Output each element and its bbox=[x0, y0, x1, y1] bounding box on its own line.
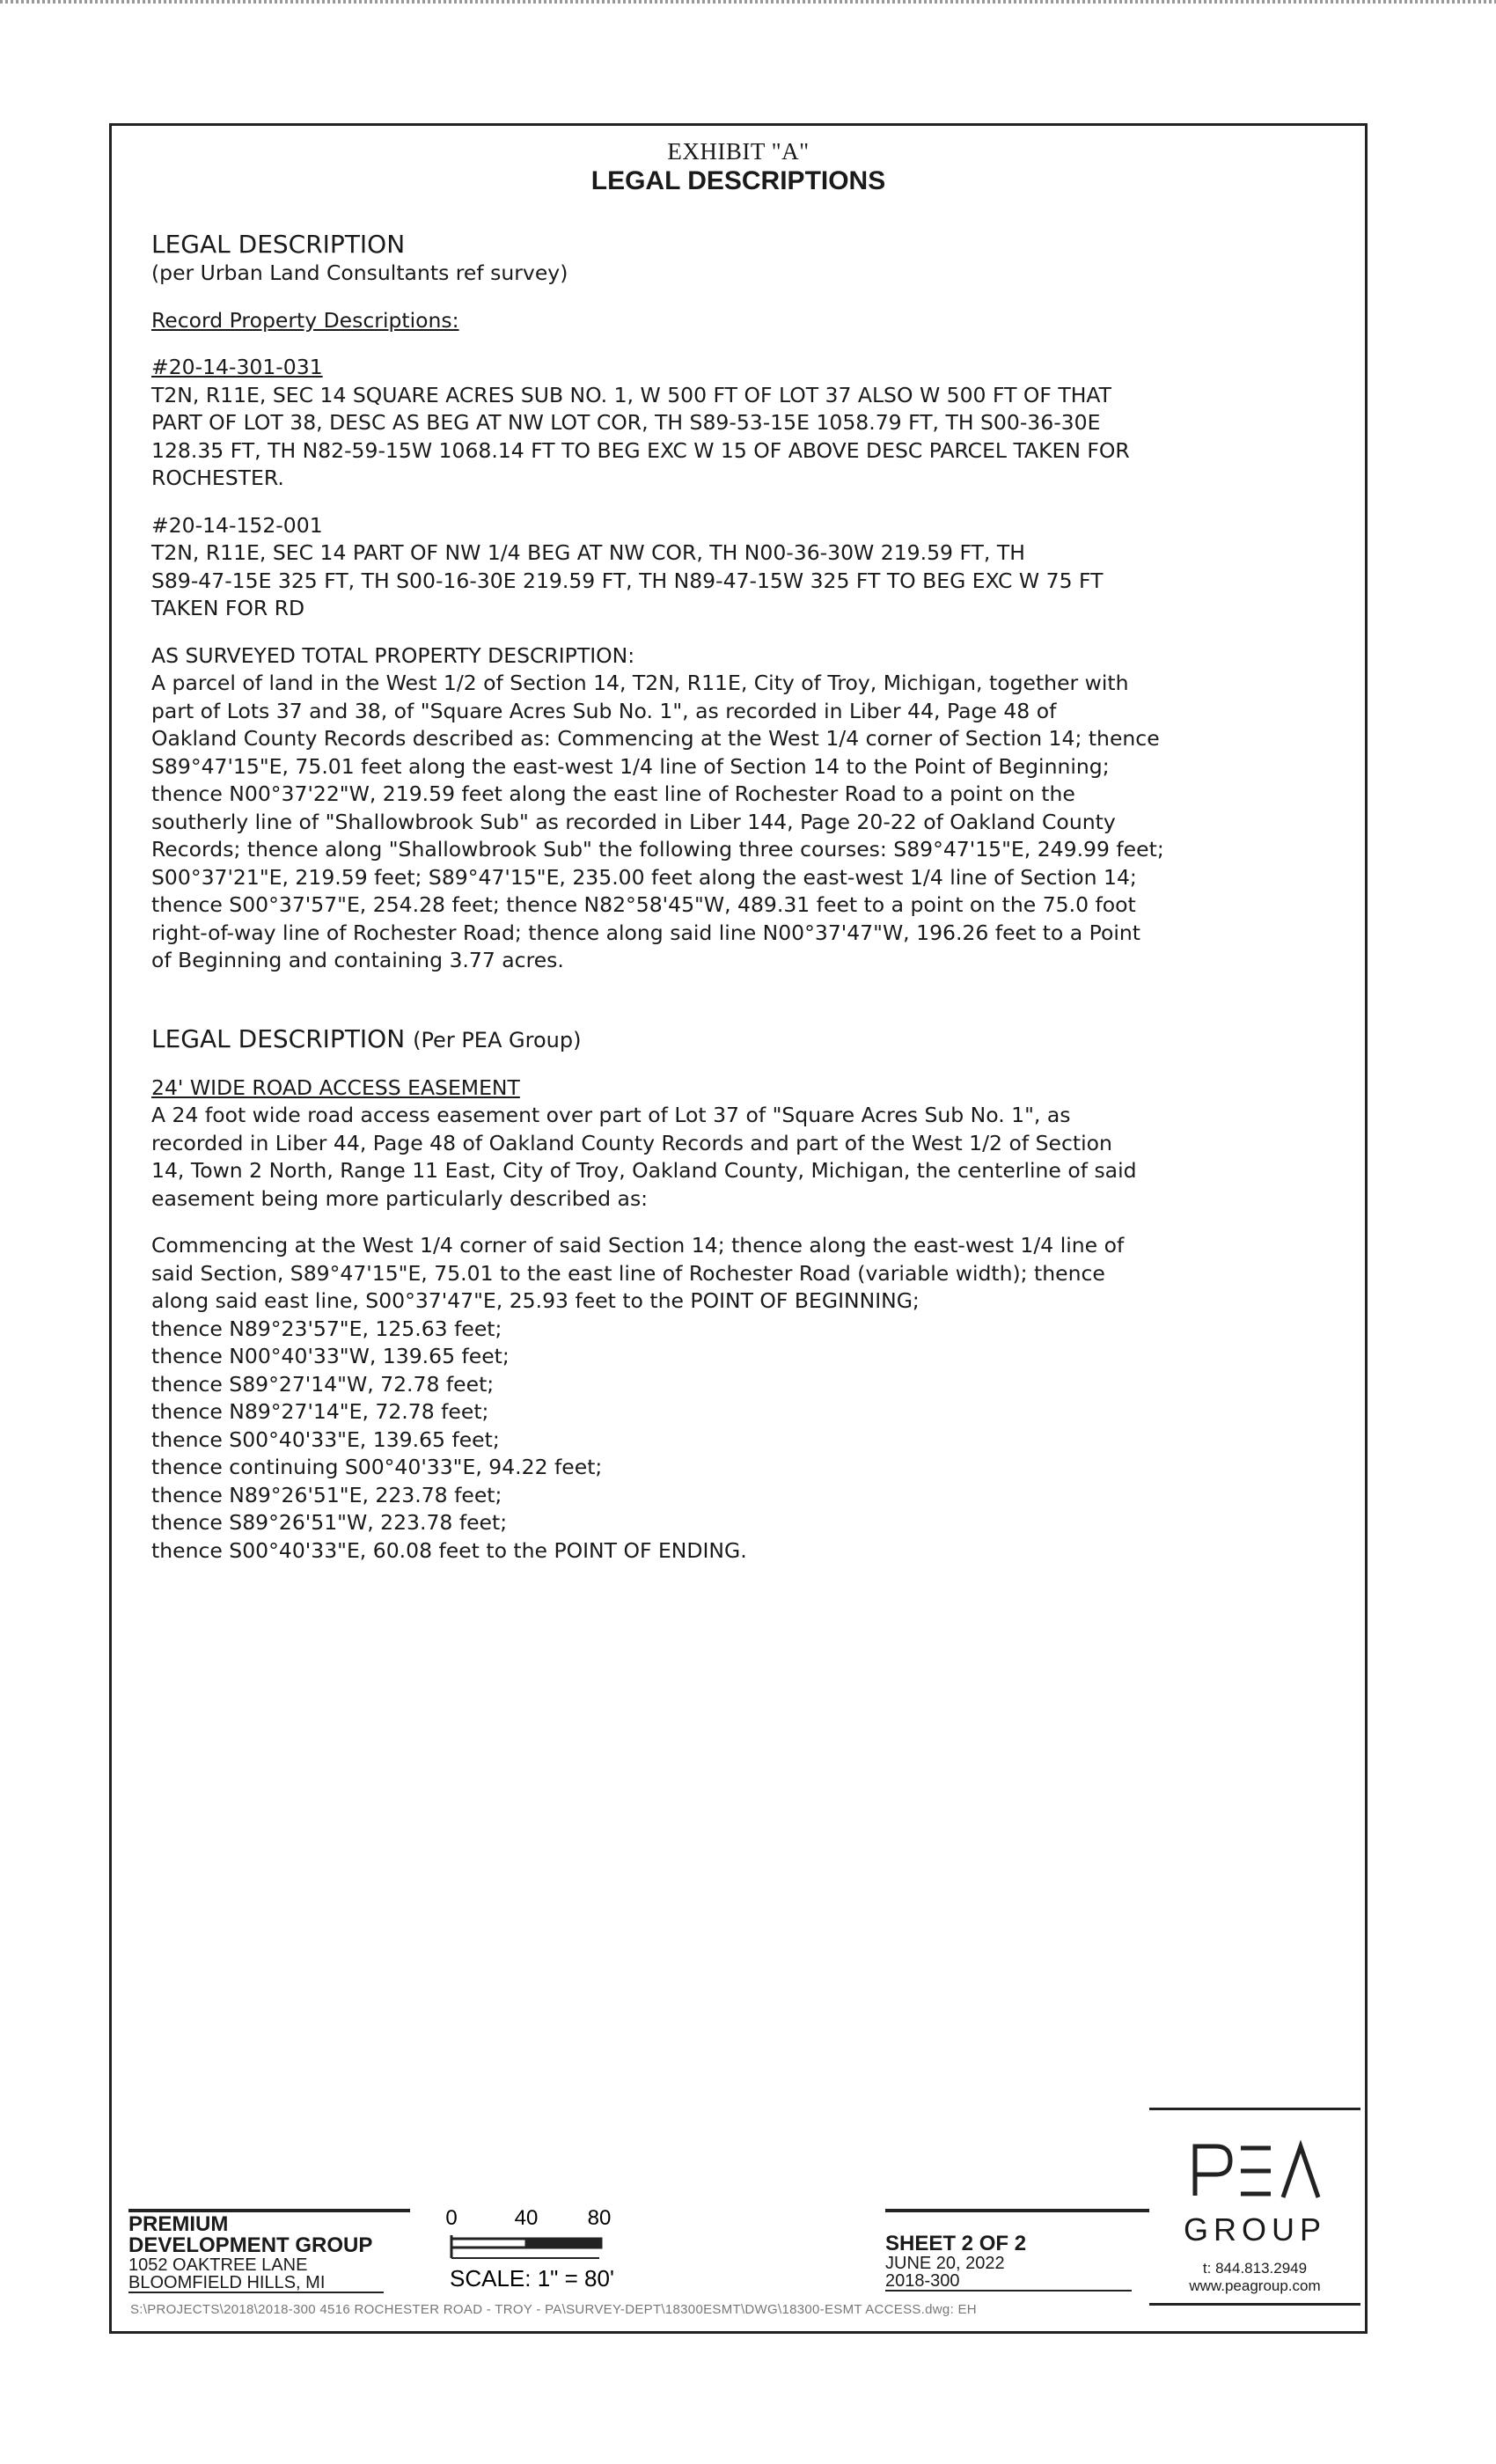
scale-bar-segment-dark bbox=[526, 2239, 601, 2248]
title-block bbox=[128, 2206, 1360, 2314]
record-descriptions-heading: Record Property Descriptions: bbox=[151, 307, 459, 333]
parcel1-id: #20-14-301-031 bbox=[151, 355, 323, 379]
course-line: thence N89°23'57"E, 125.63 feet; bbox=[151, 1316, 502, 1341]
client-block bbox=[128, 2209, 410, 2293]
exhibit-label: EXHIBIT "A" bbox=[667, 138, 810, 165]
commencing-description: Commencing at the West 1/4 corner of said Section 14; thence along the east-west 1/4 line of said Section, S89°47'15"E, 75.01 to the east line of Rochester Road (variable width); thence along said east line, S00°37'47"E, 25.93 feet to the POINT OF BEGINNING; bbox=[151, 1233, 1125, 1313]
scale-tick-label: 40 bbox=[514, 2206, 539, 2230]
page-title: LEGAL DESCRIPTIONS bbox=[590, 166, 886, 195]
section1-heading: LEGAL DESCRIPTION bbox=[151, 230, 406, 259]
pea-logo-mark bbox=[1149, 2134, 1360, 2204]
scale-label: SCALE: 1" = 80' bbox=[450, 2265, 614, 2292]
client-address-line1: 1052 OAKTREE LANE bbox=[128, 2255, 308, 2275]
sheet-date: JUNE 20, 2022 bbox=[885, 2254, 1005, 2273]
course-line: thence S00°40'33"E, 60.08 feet to the POINT OF ENDING. bbox=[151, 1537, 747, 1563]
parcel2-id: #20-14-152-001 bbox=[151, 512, 323, 538]
pea-group-logo bbox=[1149, 2108, 1360, 2319]
course-line: thence S89°26'51"W, 223.78 feet; bbox=[151, 1510, 508, 1535]
scale-tick-label: 80 bbox=[587, 2206, 612, 2230]
course-line: thence S89°27'14"W, 72.78 feet; bbox=[151, 1371, 495, 1397]
scan-edge-line bbox=[0, 0, 1496, 4]
section2-heading-note: (Per PEA Group) bbox=[413, 1027, 582, 1052]
course-line: thence N00°40'33"W, 139.65 feet; bbox=[151, 1344, 510, 1368]
surveyed-heading: AS SURVEYED TOTAL PROPERTY DESCRIPTION: bbox=[151, 642, 635, 668]
course-line: thence continuing S00°40'33"E, 94.22 feet; bbox=[151, 1455, 603, 1479]
website: www.peagroup.com bbox=[1189, 2277, 1321, 2294]
parcel1-description: T2N, R11E, SEC 14 SQUARE ACRES SUB NO. 1, W 500 FT OF LOT 37 ALSO W 500 FT OF THAT PART OF LOT 38, DESC AS BEG AT NW LOT COR, TH S89-53-15E 1058.79 FT, TH S00-36-30E 128.35 FT, TH N82-59-15W 1068.14 FT TO BEG EXC W 15 OF ABOVE DESC PARCEL TAKEN FOR ROCHESTER. bbox=[151, 382, 1130, 490]
sheet-number: SHEET 2 OF 2 bbox=[885, 2232, 1027, 2255]
easement-heading: 24' WIDE ROAD ACCESS EASEMENT bbox=[151, 1074, 520, 1100]
logo-group-text: GROUP bbox=[1183, 2211, 1326, 2248]
sheet-block bbox=[885, 2209, 1149, 2292]
course-line: thence N89°27'14"E, 72.78 feet; bbox=[151, 1399, 489, 1424]
surveyed-description: A parcel of land in the West 1/2 of Section 14, T2N, R11E, City of Troy, Michigan, together with part of Lots 37 and 38, of "Square Acres Sub No. 1", as recorded in Liber 44, Page 48 of Oakland County Records described as: Commencing at the West 1/4 corner of Section 14; thence S89°47'15"E, 75.01 feet along the east-west 1/4 line of Section 14 to the Point of Beginning; thence N00°37'22"W, 219.59 feet along the east line of Rochester Road to a point on the southerly line of "Shallowbrook Sub" as recorded in Liber 144, Page 20-22 of Oakland County Records; thence along "Shallowbrook Sub" the following three courses: S89°47'15"E, 249.99 feet; S00°37'21"E, 219.59 feet; S89°47'15"E, 235.00 feet along the east-west 1/4 line of Section 14; thence S00°37'57"E, 254.28 feet; thence N82°58'45"W, 489.31 feet to a point on the 75.0 foot right-of-way line of Rochester Road; thence along said line N00°37'47"W, 196.26 feet to a Point of Beginning and containing 3.77 acres. bbox=[151, 671, 1164, 972]
easement-description: A 24 foot wide road access easement over part of Lot 37 of "Square Acres Sub No. 1", as recorded in Liber 44, Page 48 of Oakland County Records and part of the West 1/2 of Section 14, Town 2 North, Range 11 East, City of Troy, Oakland County, Michigan, the centerline of said easement being more particularly described as: bbox=[151, 1103, 1137, 1211]
scale-bar-segment-light bbox=[451, 2239, 526, 2248]
legal-descriptions-body bbox=[151, 230, 1366, 1565]
course-line: thence N89°26'51"E, 223.78 feet; bbox=[151, 1482, 502, 1507]
logo-rule-bottom bbox=[1149, 2303, 1360, 2306]
file-path: S:\PROJECTS\2018\2018-300 4516 ROCHESTER ROAD - TROY - PA\SURVEY-DEPT\18300ESMT\DWG\18300-ESMT ACCESS.dwg: EH bbox=[130, 2302, 977, 2317]
parcel2-description: T2N, R11E, SEC 14 PART OF NW 1/4 BEG AT NW COR, TH N00-36-30W 219.59 FT, TH S89-47-15E 325 FT, TH S00-16-30E 219.59 FT, TH N89-47-15W 325 FT TO BEG EXC W 75 FT TAKEN FOR RD bbox=[151, 540, 1104, 620]
phone-number: t: 844.813.2949 bbox=[1202, 2260, 1308, 2277]
logo-rule-top bbox=[1149, 2108, 1360, 2110]
exhibit-border bbox=[109, 123, 1368, 2334]
course-line: thence S00°40'33"E, 139.65 feet; bbox=[151, 1426, 500, 1452]
section2-heading-line bbox=[151, 1024, 1366, 1055]
client-name-line1: PREMIUM bbox=[128, 2212, 229, 2236]
scale-tick-label: 0 bbox=[445, 2206, 458, 2230]
client-name-line2: DEVELOPMENT GROUP bbox=[128, 2233, 373, 2257]
section2-heading: LEGAL DESCRIPTION bbox=[151, 1023, 406, 1053]
job-number: 2018-300 bbox=[885, 2272, 1132, 2292]
section1-subheading: (per Urban Land Consultants ref survey) bbox=[151, 260, 568, 285]
scale-bar bbox=[445, 2202, 762, 2307]
client-address-line2: BLOOMFIELD HILLS, MI bbox=[128, 2274, 384, 2293]
